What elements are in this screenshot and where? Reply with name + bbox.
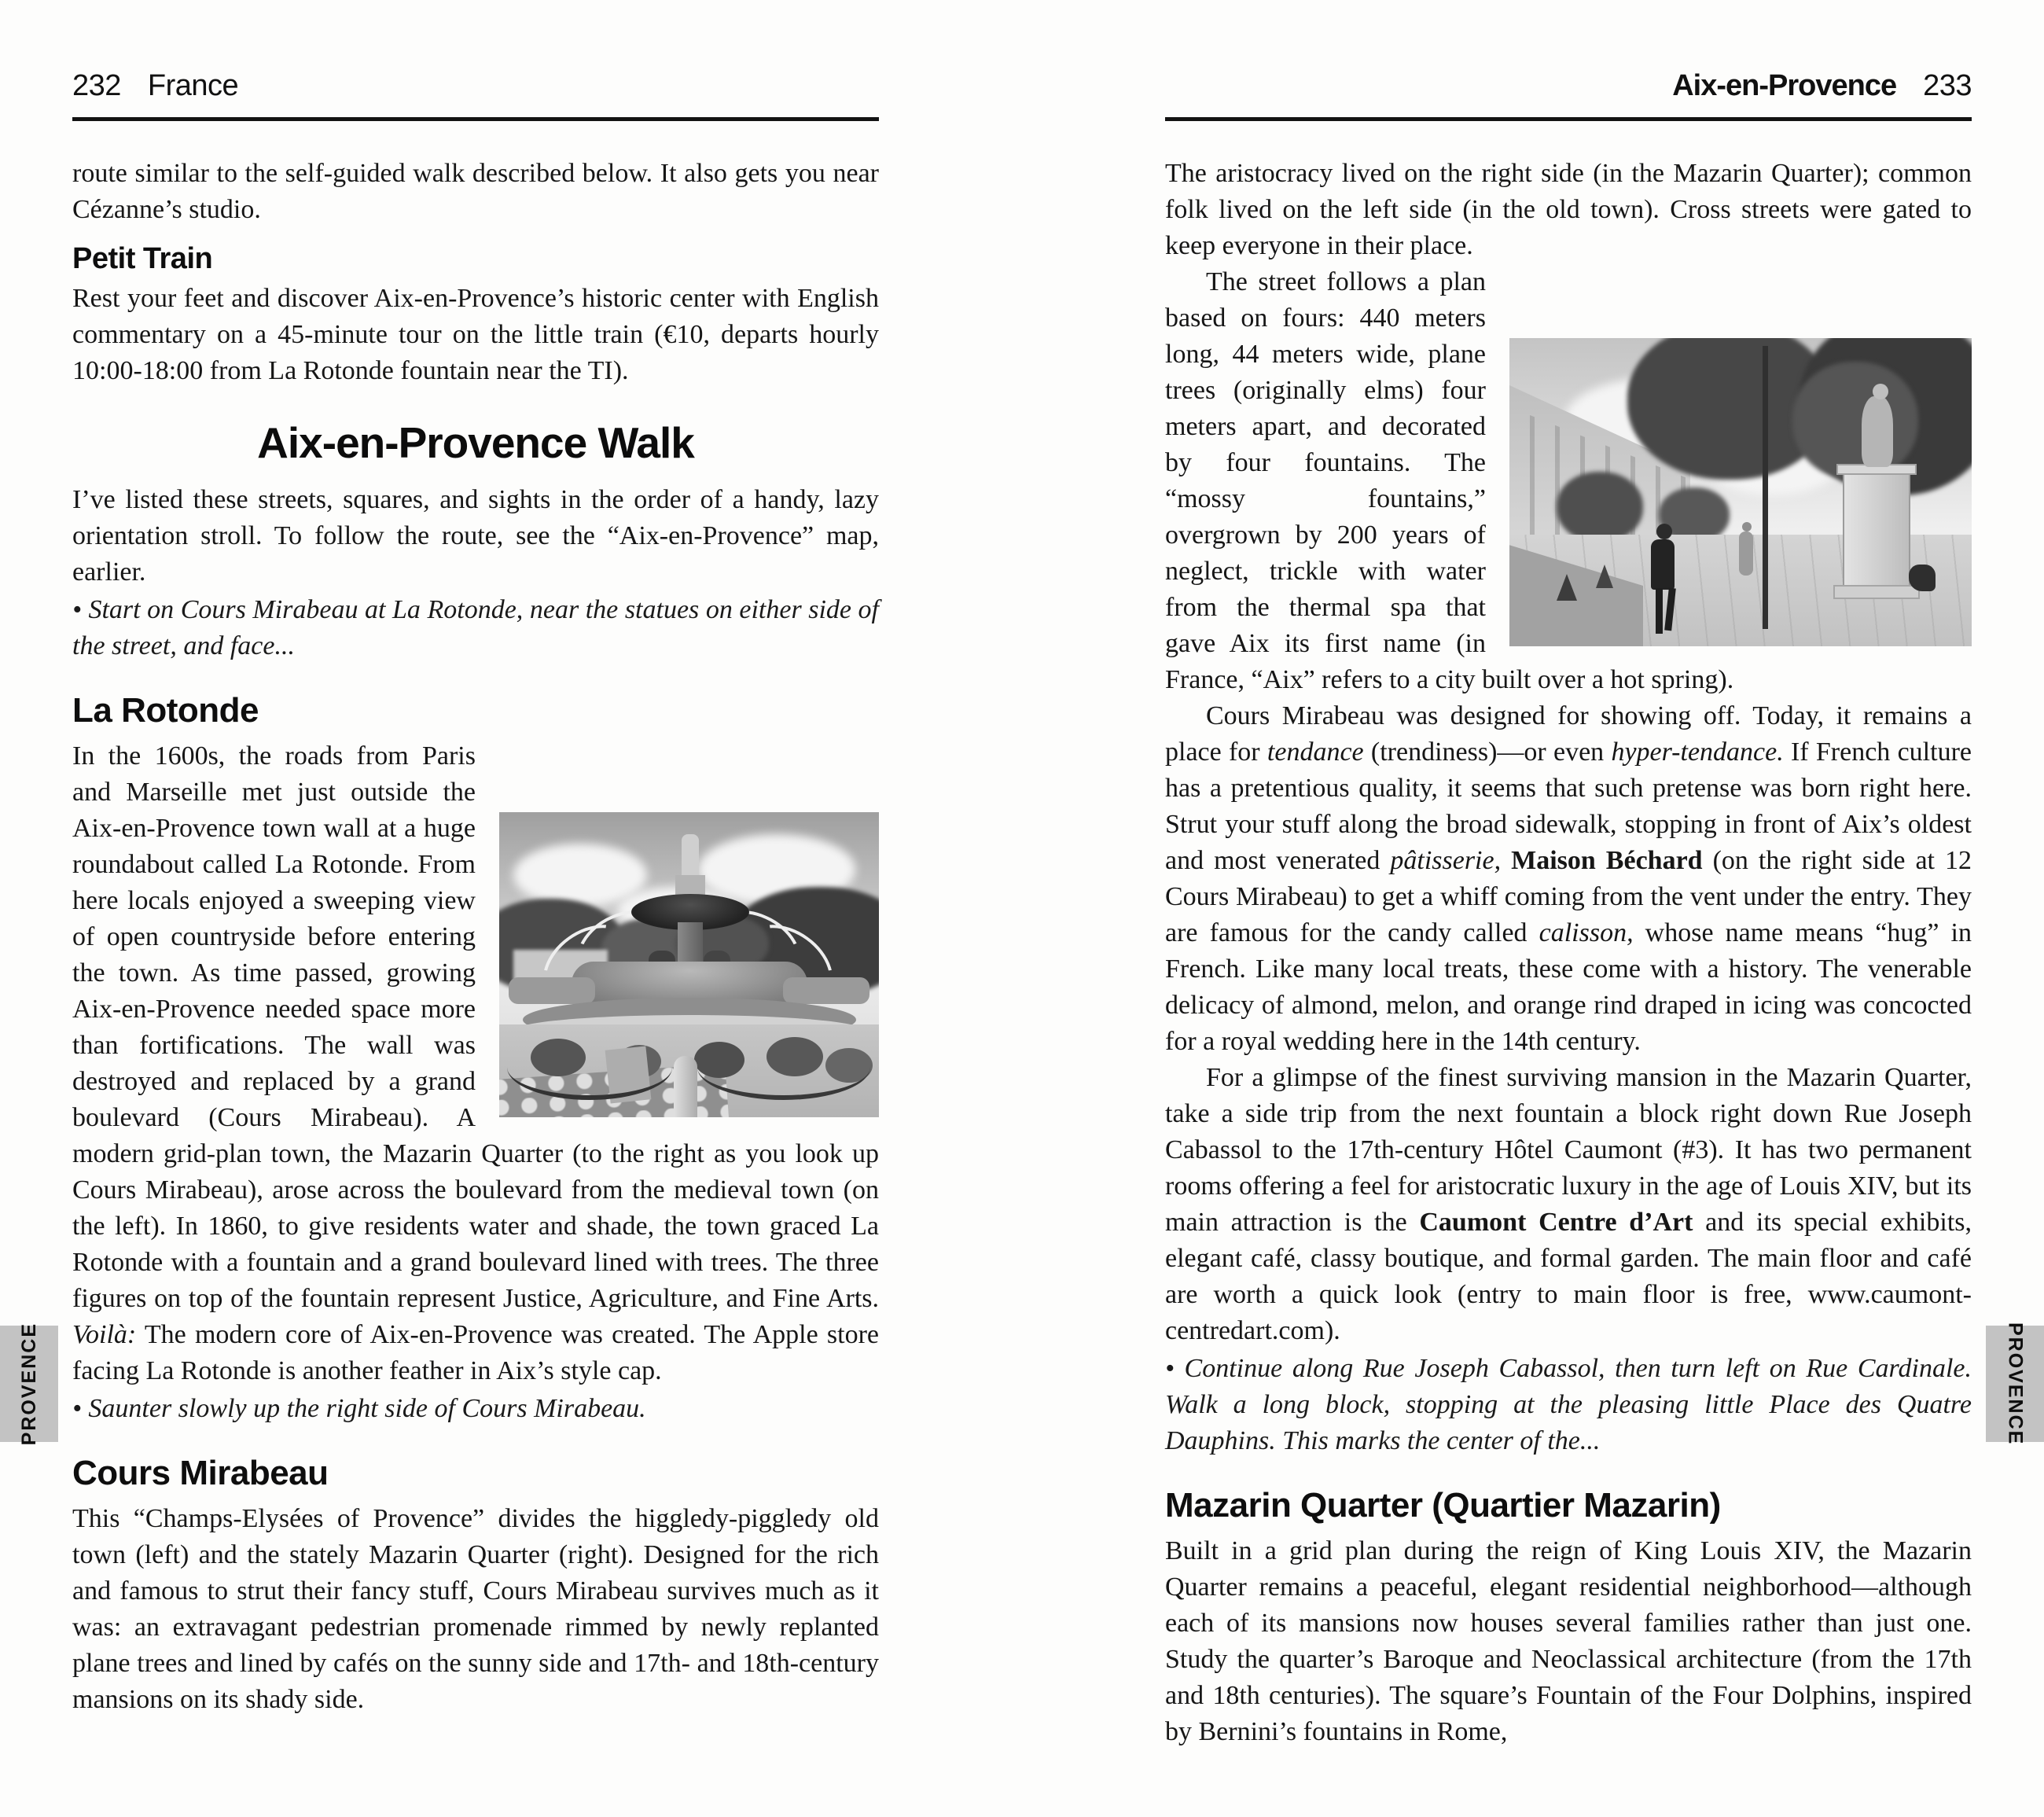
photo-pedestal-base [1833, 585, 1920, 599]
photo-plane-tree [1557, 472, 1643, 543]
photo-pedestrian [1739, 531, 1753, 576]
text-segment: calisson, [1539, 918, 1634, 947]
heading-cours-mirabeau: Cours Mirabeau [72, 1454, 329, 1492]
paragraph-aristocracy [1165, 156, 1972, 264]
photo-statue-head [1873, 384, 1888, 399]
paragraph-street-plan [1165, 264, 1972, 698]
running-head-left [72, 69, 879, 121]
photo-side-basin [783, 977, 869, 1004]
section-tab-label: PROVENCE [2004, 1322, 2027, 1446]
page-left [72, 69, 879, 1718]
photo-pedestrian-head [1656, 524, 1672, 539]
photo-stone-post [674, 1056, 697, 1117]
text-segment: Rest your feet and discover Aix-en-Provence’s historic center with English commentary on a 45-minute tour on the little train (€10, departs hourly 10:00-18:00 from La Rotonde fountain near the TI). [72, 284, 879, 385]
text-segment: In the 1600s, the roads from Paris and Marseille met just outside the Aix-en-Provence town wall at a huge roundabout called La Rotonde. From here locals enjoyed a sweeping view of open countryside before entering the town. As time passed, growing Aix-en-Provence needed space more than fortifications. The wall was destroyed and replaced by a grand boulevard (Cours Mirabeau). A modern grid-plan town, the Mazarin Quarter (to the right as you look up Cours Mirabeau), arose across the boulevard from the medieval town (on the left). In 1860, to give residents water and shade, the town graced La Rotonde with a fountain and a grand boulevard lined with trees. The three figures on top of the fountain represent Justice, Agriculture, and Fine Arts. [72, 741, 879, 1313]
photo-lamp-pole [1763, 346, 1768, 629]
page-number-right: 233 [1923, 69, 1972, 102]
paragraph-caumont [1165, 1060, 1972, 1349]
text-segment: Maison Béchard [1511, 846, 1703, 875]
photo-pedestrian-leg [1656, 588, 1663, 634]
heading-la-rotonde: La Rotonde [72, 691, 259, 730]
running-head-left-title: France [147, 69, 239, 102]
paragraph-cours-mirabeau [72, 1501, 879, 1718]
section-tab-provence-right [1986, 1322, 2044, 1446]
direction-saunter [72, 1391, 879, 1427]
text-segment: For a glimpse of the finest surviving mansion in the Mazarin Quarter, take a side trip from the next fountain a block right down Rue Joseph Cabassol to the 17th-century Hôtel Caumont (#3). It has two permanent rooms offering a feel for aristocratic luxury in the age of Louis XIV, but its main attraction is the [1165, 1063, 1972, 1237]
text-segment: This “Champs-Elysées of Provence” divides the higgledy-piggledy old town (left) and the stately Mazarin Quarter (right). Designed for the rich and famous to strut their fancy stuff, Cours Mirabeau survives much as it was: an extravagant pedestrian promenade rimmed by newly replanted plane trees and lined by cafés on the sunny side and 17th- and 18th-century mansions on its shady side. [72, 1504, 879, 1714]
photo-side-basin [509, 977, 595, 1004]
text-segment: • Start on Cours Mirabeau at La Rotonde, near the statues on either side of the street, and face... [72, 595, 879, 660]
text-segment: (trendiness)—or even [1363, 737, 1612, 767]
text-segment: and its special exhibits, elegant café, classy boutique, and formal garden. The main floor and café are worth a quick look (entry to main floor is free, www.caumont-centredart.com). [1165, 1208, 1972, 1345]
running-head-right [1165, 69, 1972, 121]
street-photo [1509, 338, 1972, 646]
text-segment: If French culture has a pretentious quality, it seems that such pretense was born right here. Strut your stuff along the broad sidewalk, stopping in front of Aix’s oldest and most venerated [1165, 737, 1972, 875]
running-head-right-title: Aix-en-Provence [1672, 69, 1897, 102]
photo-fountain-statue [682, 834, 699, 878]
text-segment: route similar to the self-guided walk described below. It also gets you near Cézanne’s studio. [72, 159, 879, 224]
section-tab-label: PROVENCE [17, 1322, 40, 1446]
text-segment: • Saunter slowly up the right side of Cours Mirabeau. [72, 1394, 646, 1423]
page-number-left: 232 [72, 69, 121, 102]
photo-statue-figure [1862, 396, 1893, 467]
direction-start [72, 592, 879, 664]
heading-aix-walk: Aix-en-Provence Walk [257, 418, 694, 467]
paragraph-la-rotonde [72, 738, 879, 1389]
photo-pedestrian-head [1742, 522, 1752, 531]
photo-seated-person [1909, 565, 1936, 591]
heading-petit-train: Petit Train [72, 242, 213, 275]
paragraph-mazarin [1165, 1533, 1972, 1750]
photo-plane-tree [1792, 362, 1918, 480]
fountain-photo [499, 812, 879, 1117]
text-segment: Built in a grid plan during the reign of King Louis XIV, the Mazarin Quarter remains a peaceful, elegant residential neighborhood—although each of its mansions now houses several families rather than just one. Study the quarter’s Baroque and Neoclassical architecture (from the 17th and 18th centuries). The square’s Fountain of the Four Dolphins, inspired by Bernini’s fountains in Rome, [1165, 1536, 1972, 1746]
text-segment: The street follows a plan based on fours: 440 meters long, 44 meters wide, plane trees (originally elms) four meters apart, and decorated by four fountains. The “mossy fountains,” overgrown by 200 years of neglect, trickle with water from the thermal spa that gave Aix its first name (in France, “Aix” refers to a city built over a hot spring). [1165, 267, 1734, 694]
page-right [1165, 69, 1972, 1750]
photo-pedestrian [1651, 539, 1675, 590]
text-segment: pâtisserie, [1390, 846, 1502, 875]
paragraph-petit-train [72, 281, 879, 389]
text-segment: • Continue along Rue Joseph Cabassol, then turn left on Rue Cardinale. Walk a long block, stopping at the pleasing little Place des Quatre Dauphins. This marks the center of the... [1165, 1354, 1972, 1455]
text-segment: Voilà: [72, 1320, 137, 1349]
paragraph-intro-continuation [72, 156, 879, 228]
text-segment: tendance [1266, 737, 1364, 767]
text-segment: whose name means “hug” in French. Like many local treats, these come with a history. The venerable delicacy of almond, melon, and orange rind draped in icing was concocted for a royal wedding here in the 14th century. [1165, 918, 1972, 1056]
photo-statue-pedestal [1843, 470, 1910, 588]
paragraph-cours-design [1165, 698, 1972, 1060]
text-segment: The modern core of Aix-en-Provence was created. The Apple store facing La Rotonde is another feather in Aix’s style cap. [72, 1320, 879, 1385]
text-segment: I’ve listed these streets, squares, and sights in the order of a handy, lazy orientation stroll. To follow the route, see the “Aix-en-Provence” map, earlier. [72, 485, 879, 587]
text-segment: Cours Mirabeau was designed for showing off. Today, it remains a place for [1165, 701, 1972, 767]
text-segment: (on the right side at 12 Cours Mirabeau) to get a whiff coming from the vent under the entry. They are famous for the candy called [1165, 846, 1972, 947]
direction-continue [1165, 1351, 1972, 1459]
text-segment: hyper-tendance. [1611, 737, 1784, 767]
text-segment: The aristocracy lived on the right side (in the Mazarin Quarter); common folk lived on the left side (in the old town). Cross streets were gated to keep everyone in their place. [1165, 159, 1972, 260]
text-segment [1501, 846, 1511, 875]
section-tab-provence-left [0, 1322, 58, 1446]
photo-fountain-stem [678, 922, 703, 966]
text-segment: Caumont Centre d’Art [1419, 1208, 1693, 1237]
paragraph-walk-intro [72, 482, 879, 590]
photo-fountain-statue-base [675, 875, 705, 896]
heading-mazarin-quarter: Mazarin Quarter (Quartier Mazarin) [1165, 1486, 1721, 1525]
